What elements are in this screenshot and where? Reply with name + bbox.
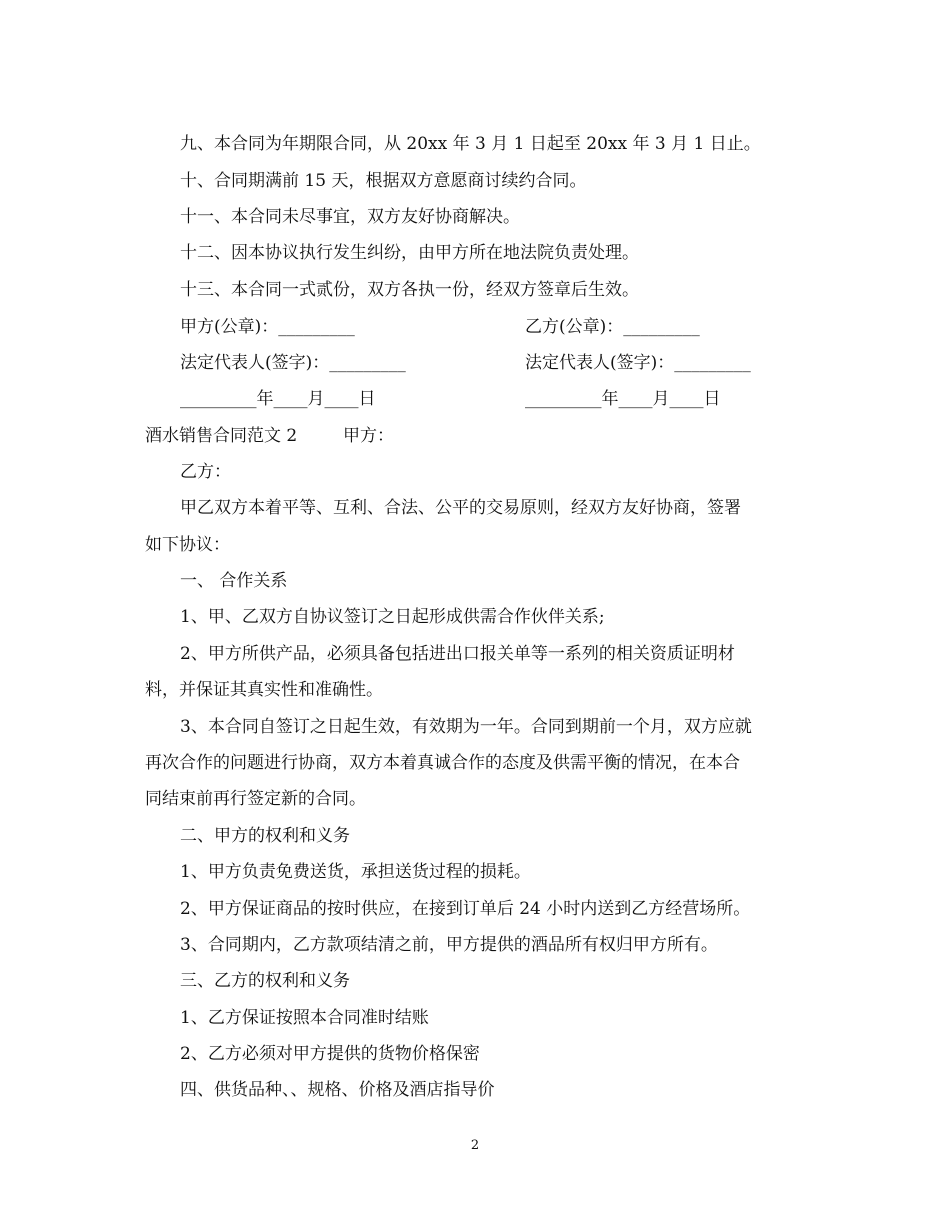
section-2-item-2: 2、甲方保证商品的按时供应，在接到订单后 24 小时内送到乙方经营场所。 [180, 899, 751, 919]
section-4-heading: 四、供货品种、、规格、价格及酒店指导价 [180, 1080, 495, 1100]
section-1-heading: 一、 合作关系 [180, 571, 288, 591]
contract-2-title: 酒水销售合同范文 2 [145, 426, 298, 446]
section-3-item-2: 2、乙方必须对甲方提供的货物价格保密 [180, 1044, 480, 1064]
section-1-item-2-line-1: 2、甲方所供产品，必须具备包括进出口报关单等一系列的相关资质证明材 [180, 644, 735, 664]
section-2-item-1: 1、甲方负责免费送货，承担送货过程的损耗。 [180, 862, 531, 882]
clause-13: 十三、本合同一式贰份，双方各执一份，经双方签章后生效。 [180, 280, 639, 300]
section-1-item-2-line-2: 料，并保证其真实性和准确性。 [145, 680, 383, 700]
party-a-representative: 法定代表人(签字)：_________ [180, 353, 406, 373]
clause-11: 十一、本合同未尽事宜，双方友好协商解决。 [180, 207, 520, 227]
clause-9: 九、本合同为年期限合同，从 20xx 年 3 月 1 日起至 20xx 年 3 月 1 日止。 [180, 134, 761, 154]
intro-line-1: 甲乙双方本着平等、互利、合法、公平的交易原则，经双方友好协商，签署 [180, 498, 741, 518]
section-1-item-3-line-2: 再次合作的问题进行协商，双方本着真诚合作的态度及供需平衡的情况，在本合 [145, 753, 740, 773]
section-3-heading: 三、乙方的权利和义务 [180, 971, 350, 991]
section-3-item-1: 1、乙方保证按照本合同准时结账 [180, 1008, 429, 1028]
contract-2-party-a: 甲方： [343, 426, 394, 446]
party-b-representative: 法定代表人(签字)：_________ [525, 353, 751, 373]
section-2-item-3: 3、合同期内，乙方款项结清之前，甲方提供的酒品所有权归甲方所有。 [180, 935, 718, 955]
party-b-seal: 乙方(公章)：_________ [525, 317, 700, 337]
page-number: 2 [470, 1138, 480, 1153]
section-1-item-1: 1、甲、乙双方自协议签订之日起形成供需合作伙伴关系; [180, 607, 605, 627]
contract-2-party-b: 乙方： [180, 462, 231, 482]
clause-10: 十、合同期满前 15 天，根据双方意愿商讨续约合同。 [180, 171, 587, 191]
intro-line-2: 如下协议： [145, 535, 230, 555]
party-a-seal: 甲方(公章)：_________ [180, 317, 355, 337]
section-2-heading: 二、甲方的权利和义务 [180, 826, 350, 846]
section-1-item-3-line-3: 同结束前再行签定新的合同。 [145, 789, 366, 809]
party-b-date: _________年____月____日 [525, 389, 721, 409]
party-a-date: _________年____月____日 [180, 389, 376, 409]
section-1-item-3-line-1: 3、本合同自签订之日起生效，有效期为一年。合同到期前一个月，双方应就 [180, 717, 752, 737]
clause-12: 十二、因本协议执行发生纠纷，由甲方所在地法院负责处理。 [180, 243, 639, 263]
